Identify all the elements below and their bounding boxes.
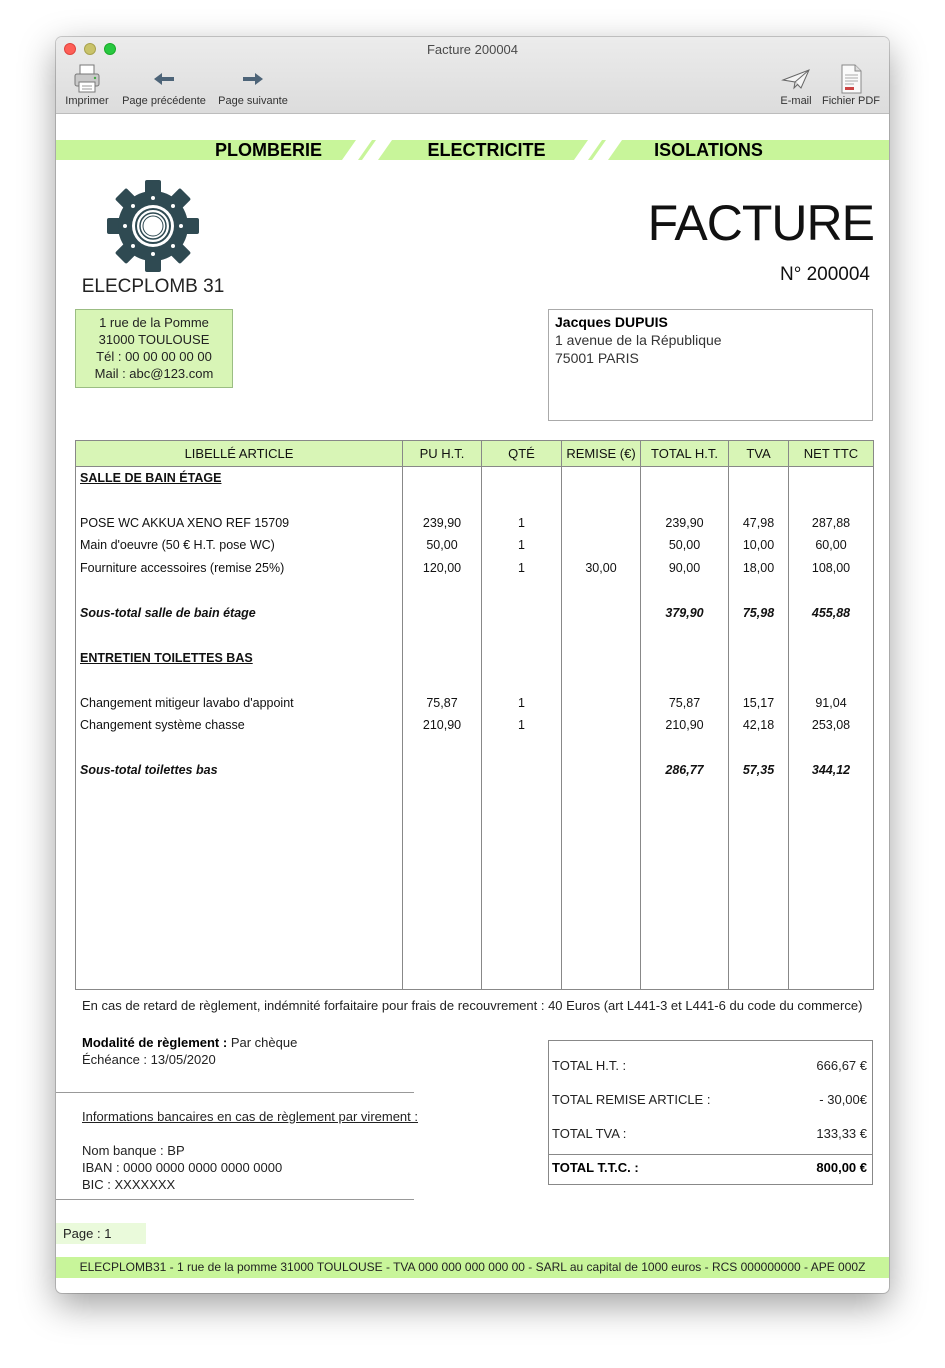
cell-total-ht: 90,00 — [641, 557, 729, 580]
total-tva-label: TOTAL TVA : — [552, 1126, 627, 1141]
cell-libelle: Main d'oeuvre (50 € H.T. pose WC) — [76, 534, 403, 557]
email-button[interactable] — [774, 63, 818, 111]
client-address-line: 75001 PARIS — [555, 350, 639, 366]
banner-item-electricite: ELECTRICITE — [427, 140, 546, 160]
empty-cell — [482, 782, 562, 990]
bank-info-title: Informations bancaires en cas de règlement par virement : — [82, 1109, 419, 1124]
payment-method-label: Modalité de règlement : — [82, 1035, 228, 1050]
cell-remise — [562, 512, 641, 535]
spacer-row — [76, 489, 874, 512]
cell-remise — [562, 534, 641, 557]
cell-libelle: Sous-total toilettes bas — [76, 759, 403, 782]
cell-total-ht: 75,87 — [641, 692, 729, 715]
due-date: Échéance : 13/05/2020 — [82, 1052, 216, 1067]
pdf-label: Fichier PDF — [821, 95, 881, 107]
cell-remise — [562, 489, 641, 512]
cell-qte: 1 — [482, 512, 562, 535]
cell-qte: 1 — [482, 692, 562, 715]
cell-tva — [729, 579, 789, 602]
total-ht-row — [549, 1053, 872, 1079]
cell-pu-ht — [403, 669, 482, 692]
divider — [56, 1092, 414, 1093]
next-page-label: Page suivante — [218, 95, 288, 107]
cell-qte — [482, 624, 562, 647]
total-remise-value: - 30,00€ — [819, 1092, 867, 1107]
print-button[interactable] — [62, 63, 112, 111]
section-row — [76, 647, 874, 670]
cell-net-ttc: 344,12 — [789, 759, 874, 782]
total-remise-label: TOTAL REMISE ARTICLE : — [552, 1092, 711, 1107]
totals-box — [548, 1040, 873, 1185]
cell-pu-ht — [403, 759, 482, 782]
total-ttc-label: TOTAL T.T.C. : — [552, 1160, 639, 1175]
client-address-line: 1 avenue de la République — [555, 332, 722, 348]
invoice-window — [56, 37, 889, 1293]
section-row — [76, 467, 874, 490]
cell-net-ttc: 455,88 — [789, 602, 874, 625]
header-total-ht: TOTAL H.T. — [641, 441, 729, 467]
cell-tva — [729, 669, 789, 692]
total-tva-row — [549, 1121, 872, 1147]
company-address-box — [75, 309, 233, 388]
cell-net-ttc — [789, 647, 874, 670]
empty-cell — [76, 782, 403, 990]
pdf-button[interactable] — [818, 63, 884, 111]
cell-remise — [562, 624, 641, 647]
arrow-right-icon — [214, 63, 292, 95]
cell-qte — [482, 669, 562, 692]
legal-footer: ELECPLOMB31 - 1 rue de la pomme 31000 TOULOUSE - TVA 000 000 000 000 00 - SARL au capital de 1000 euros - RCS 000000000 - APE 000Z — [56, 1257, 889, 1278]
cell-total-ht: 379,90 — [641, 602, 729, 625]
cell-total-ht: 210,90 — [641, 714, 729, 737]
late-payment-notice: En cas de retard de règlement, indémnité forfaitaire pour frais de recouvrement : 40 Euros (art L441-3 et L441-6 du code du commerce) — [82, 998, 863, 1013]
cell-tva: 57,35 — [729, 759, 789, 782]
cell-net-ttc: 108,00 — [789, 557, 874, 580]
empty-cell — [641, 782, 729, 990]
cell-total-ht: 286,77 — [641, 759, 729, 782]
header-remise: REMISE (€) — [562, 441, 641, 467]
cell-tva — [729, 624, 789, 647]
cell-pu-ht: 50,00 — [403, 534, 482, 557]
table-row — [76, 512, 874, 535]
payment-terms — [82, 1034, 297, 1068]
cell-total-ht — [641, 489, 729, 512]
header-tva: TVA — [729, 441, 789, 467]
company-phone: Tél : 00 00 00 00 00 — [96, 349, 212, 364]
cell-net-ttc — [789, 624, 874, 647]
header-qte: QTÉ — [482, 441, 562, 467]
cell-net-ttc: 60,00 — [789, 534, 874, 557]
cell-pu-ht: 75,87 — [403, 692, 482, 715]
cell-pu-ht — [403, 737, 482, 760]
client-name: Jacques DUPUIS — [555, 314, 668, 330]
invoice-number: N° 200004 — [780, 264, 870, 285]
company-address-line: 31000 TOULOUSE — [98, 332, 210, 347]
paper-plane-icon — [774, 63, 818, 95]
cell-tva — [729, 737, 789, 760]
cell-libelle — [76, 669, 403, 692]
table-row — [76, 714, 874, 737]
title-bar — [56, 37, 889, 114]
client-address-box — [548, 309, 873, 421]
cell-net-ttc — [789, 467, 874, 490]
bank-name: Nom banque : BP — [82, 1143, 185, 1158]
email-label: E-mail — [780, 95, 812, 107]
page-number: Page : 1 — [56, 1223, 146, 1244]
subtotal-row — [76, 759, 874, 782]
cell-remise — [562, 714, 641, 737]
cell-libelle: Changement mitigeur lavabo d'appoint — [76, 692, 403, 715]
empty-cell — [562, 782, 641, 990]
cell-qte — [482, 647, 562, 670]
table-header-row — [76, 441, 874, 467]
cell-total-ht — [641, 737, 729, 760]
cell-total-ht: 239,90 — [641, 512, 729, 535]
cell-libelle: Changement système chasse — [76, 714, 403, 737]
cell-qte — [482, 489, 562, 512]
cell-tva: 42,18 — [729, 714, 789, 737]
cell-remise — [562, 669, 641, 692]
cell-qte: 1 — [482, 557, 562, 580]
cell-tva — [729, 489, 789, 512]
spacer-row — [76, 579, 874, 602]
company-email: Mail : abc@123.com — [94, 366, 214, 381]
cell-remise — [562, 692, 641, 715]
cell-qte — [482, 602, 562, 625]
cell-pu-ht: 210,90 — [403, 714, 482, 737]
cell-remise — [562, 602, 641, 625]
cell-net-ttc — [789, 489, 874, 512]
cell-qte: 1 — [482, 534, 562, 557]
cell-net-ttc: 253,08 — [789, 714, 874, 737]
bank-bic: BIC : XXXXXXX — [82, 1177, 176, 1192]
cell-tva: 15,17 — [729, 692, 789, 715]
empty-cell — [789, 782, 874, 990]
cell-total-ht — [641, 467, 729, 490]
total-ttc-row — [549, 1154, 872, 1180]
cell-pu-ht — [403, 579, 482, 602]
cell-total-ht — [641, 579, 729, 602]
filler-row — [76, 782, 874, 990]
cell-total-ht — [641, 624, 729, 647]
cell-tva: 10,00 — [729, 534, 789, 557]
next-page-button[interactable] — [214, 63, 292, 111]
table-row — [76, 692, 874, 715]
cell-qte — [482, 579, 562, 602]
total-ttc-value: 800,00 € — [816, 1160, 867, 1175]
cell-total-ht — [641, 647, 729, 670]
print-label: Imprimer — [65, 95, 109, 107]
empty-cell — [729, 782, 789, 990]
subtotal-row — [76, 602, 874, 625]
cell-net-ttc: 287,88 — [789, 512, 874, 535]
bank-info — [82, 1108, 418, 1193]
cell-libelle: ENTRETIEN TOILETTES BAS — [76, 647, 403, 670]
cell-qte — [482, 467, 562, 490]
table-row — [76, 534, 874, 557]
arrow-left-icon — [118, 63, 210, 95]
cell-pu-ht — [403, 489, 482, 512]
cell-pu-ht — [403, 624, 482, 647]
cell-remise — [562, 759, 641, 782]
total-remise-row — [549, 1087, 872, 1113]
cell-libelle: Sous-total salle de bain étage — [76, 602, 403, 625]
cell-tva — [729, 647, 789, 670]
cell-remise: 30,00 — [562, 557, 641, 580]
window-title: Facture 200004 — [426, 42, 519, 57]
cell-remise — [562, 737, 641, 760]
cell-pu-ht — [403, 602, 482, 625]
cell-net-ttc: 91,04 — [789, 692, 874, 715]
header-pu-ht: PU H.T. — [403, 441, 482, 467]
spacer-row — [76, 737, 874, 760]
previous-page-label: Page précédente — [122, 95, 206, 107]
cell-net-ttc — [789, 737, 874, 760]
cell-remise — [562, 579, 641, 602]
pdf-file-icon — [818, 63, 884, 95]
divider — [56, 1199, 414, 1200]
cell-qte — [482, 759, 562, 782]
header-libelle: LIBELLÉ ARTICLE — [76, 441, 403, 467]
total-ht-value: 666,67 € — [816, 1058, 867, 1073]
spacer-row — [76, 669, 874, 692]
printer-icon — [62, 63, 112, 95]
empty-cell — [403, 782, 482, 990]
cell-qte: 1 — [482, 714, 562, 737]
cell-libelle — [76, 737, 403, 760]
cell-qte — [482, 737, 562, 760]
company-name: ELECPLOMB 31 — [81, 276, 225, 297]
cell-remise — [562, 467, 641, 490]
cell-libelle: POSE WC AKKUA XENO REF 15709 — [76, 512, 403, 535]
spacer-row — [76, 624, 874, 647]
bank-iban: IBAN : 0000 0000 0000 0000 0000 — [82, 1160, 283, 1175]
cell-pu-ht — [403, 647, 482, 670]
company-logo-gear-icon — [106, 179, 200, 273]
cell-remise — [562, 647, 641, 670]
previous-page-button[interactable] — [118, 63, 210, 111]
cell-tva: 75,98 — [729, 602, 789, 625]
cell-total-ht: 50,00 — [641, 534, 729, 557]
company-address-line: 1 rue de la Pomme — [99, 315, 209, 330]
cell-libelle: Fourniture accessoires (remise 25%) — [76, 557, 403, 580]
cell-tva — [729, 467, 789, 490]
cell-pu-ht: 120,00 — [403, 557, 482, 580]
total-tva-value: 133,33 € — [816, 1126, 867, 1141]
payment-method-value: Par chèque — [227, 1035, 298, 1050]
banner-item-plomberie: PLOMBERIE — [214, 140, 322, 160]
cell-pu-ht — [403, 467, 482, 490]
cell-libelle — [76, 489, 403, 512]
cell-net-ttc — [789, 669, 874, 692]
cell-libelle: SALLE DE BAIN ÉTAGE — [76, 467, 403, 490]
cell-net-ttc — [789, 579, 874, 602]
header-net-ttc: NET TTC — [789, 441, 874, 467]
invoice-items-table — [75, 440, 874, 990]
cell-tva: 47,98 — [729, 512, 789, 535]
cell-libelle — [76, 624, 403, 647]
invoice-title: FACTURE — [647, 195, 874, 251]
cell-total-ht — [641, 669, 729, 692]
cell-tva: 18,00 — [729, 557, 789, 580]
banner-item-isolations: ISOLATIONS — [654, 140, 763, 160]
cell-pu-ht: 239,90 — [403, 512, 482, 535]
total-ht-label: TOTAL H.T. : — [552, 1058, 627, 1073]
table-row — [76, 557, 874, 580]
cell-libelle — [76, 579, 403, 602]
